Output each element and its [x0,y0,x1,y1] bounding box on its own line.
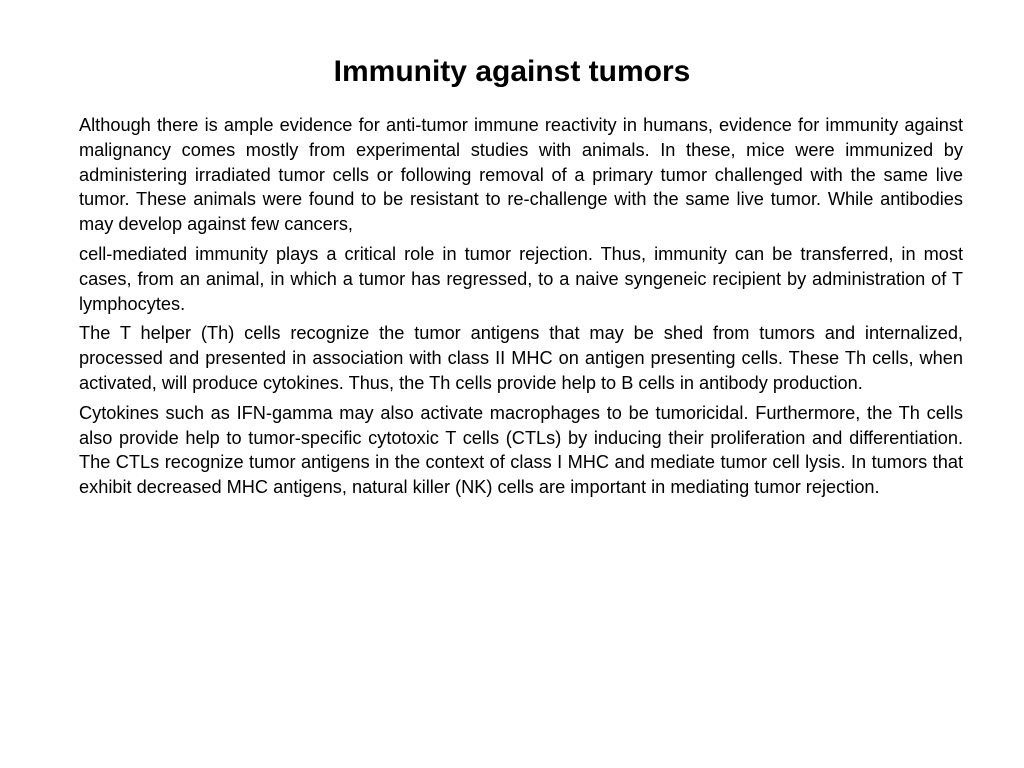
slide-title: Immunity against tumors [333,55,691,88]
paragraph-4: Cytokines such as IFN-gamma may also activate macrophages to be tumoricidal. Furthermore, the Th cells also provide help to tumor-specific cytotoxic T cells (CTLs) by inducing their proliferation and differentiation. The CTLs recognize tumor antigens in the context of class I MHC and mediate tumor cell lysis. In tumors that exhibit decreased MHC antigens, natural killer (NK) cells are important in mediating tumor rejection. [79,402,963,498]
paragraph-1: Although there is ample evidence for anti-tumor immune reactivity in humans, evidence for immunity against malignancy comes mostly from experimental studies with animals. In these, mice were immunized by administering irradiated tumor cells or following removal of a primary tumor challenged with the same live tumor. These animals were found to be resistant to re-challenge with the same live tumor. While antibodies may develop against few cancers, [79,115,963,235]
slide-body [79,113,963,505]
paragraph-3: The T helper (Th) cells recognize the tumor antigens that may be shed from tumors and internalized, processed and presented in association with class II MHC on antigen presenting cells. These Th cells, when activated, will produce cytokines. Thus, the Th cells provide help to B cells in antibody production. [79,323,963,393]
paragraph-2: cell-mediated immunity plays a critical role in tumor rejection. Thus, immunity can be transferred, in most cases, from an animal, in which a tumor has regressed, to a naive syngeneic recipient by administration of T lymphocytes. [79,243,963,314]
